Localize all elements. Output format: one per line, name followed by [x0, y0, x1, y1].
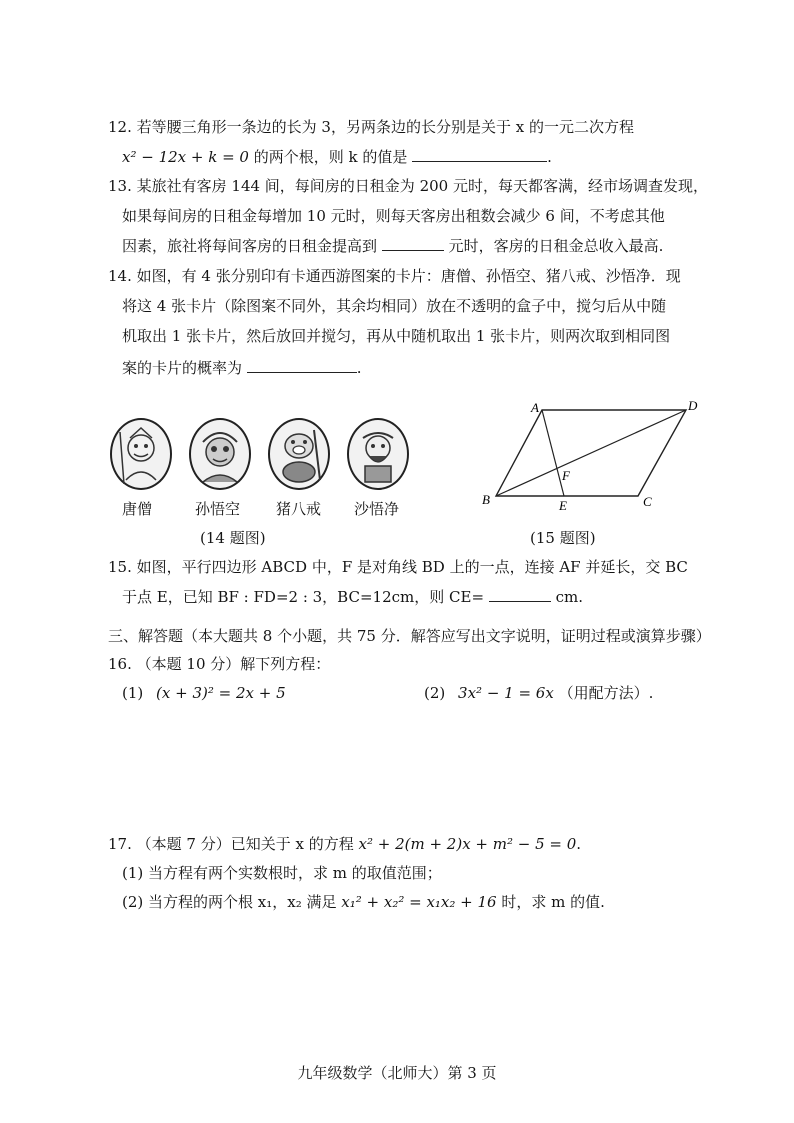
card-zhubajie-portrait [268, 418, 330, 490]
q17-title: 17. （本题 7 分）已知关于 x 的方程 x² + 2(m + 2)x + m² − 5 = 0. [108, 835, 582, 853]
label-c: C [643, 494, 652, 509]
q14-line4: 案的卡片的概率为 . [122, 359, 362, 377]
card-name-tangseng: 唐僧 [122, 500, 153, 518]
q15-line2: 于点 E，已知 BF : FD=2 : 3，BC=12cm，则 CE= cm. [122, 588, 583, 606]
q14-number: 14. [108, 267, 132, 285]
q16-title: 16. （本题 10 分）解下列方程： [108, 655, 331, 673]
q13-line1: 13. 某旅社有客房 144 间，每间房的日租金为 200 元时，每天都客满，经市场调查发现， [108, 177, 708, 195]
q17-part1: (1) 当方程有两个实数根时，求 m 的取值范围； [122, 864, 442, 882]
q12-line2: x² − 12x + k = 0 的两个根，则 k 的值是 . [122, 148, 552, 166]
q15-number: 15. [108, 558, 132, 576]
q12-line1: 12. 若等腰三角形一条边的长为 3，另两条边的长分别是关于 x 的一元二次方程 [108, 118, 634, 136]
card-shawujing-portrait [347, 418, 409, 490]
q13-answer-blank[interactable] [382, 236, 444, 251]
card-name-zhubajie: 猪八戒 [276, 500, 322, 518]
figure14-caption: (14 题图) [200, 529, 266, 547]
q16-part2: (2) 3x² − 1 = 6x （用配方法）. [424, 684, 654, 702]
figure15-caption: (15 题图) [530, 529, 596, 547]
q12-equation: x² − 12x + k = 0 [122, 148, 249, 166]
q13-line3: 因素，旅社将每间客房的日租金提高到 元时，客房的日租金总收入最高. [122, 237, 664, 255]
tangseng-drawing-icon [112, 420, 170, 488]
card-name-sunwukong: 孙悟空 [195, 500, 241, 518]
shawujing-drawing-icon [349, 420, 407, 488]
q17-equation: x² + 2(m + 2)x + m² − 5 = 0 [358, 835, 577, 853]
q15-answer-blank[interactable] [489, 587, 551, 602]
diagonal-bd [496, 410, 686, 496]
card-tangseng-portrait [110, 418, 172, 490]
q12-answer-blank[interactable] [412, 147, 547, 162]
label-e: E [559, 498, 567, 513]
q16-part1: (1) (x + 3)² = 2x + 5 [122, 684, 286, 702]
parallelogram-figure [478, 398, 710, 518]
label-f: F [562, 468, 570, 483]
q13-line2: 如果每间房的日租金每增加 10 元时，则每天客房出租数会减少 6 间，不考虑其他 [122, 207, 665, 225]
q16-number: 16. [108, 655, 132, 673]
q12-number: 12. [108, 118, 132, 136]
q14-line3: 机取出 1 张卡片，然后放回并搅匀，再从中随机取出 1 张卡片，则两次取到相同图 [122, 327, 671, 345]
q14-answer-blank[interactable] [247, 358, 357, 373]
sunwukong-drawing-icon [191, 420, 249, 488]
zhubajie-drawing-icon [270, 420, 328, 488]
label-a: A [531, 400, 539, 415]
section3-title: 三、解答题（本大题共 8 个小题，共 75 分．解答应写出文字说明，证明过程或演算步骤） [108, 627, 711, 645]
q14-line2: 将这 4 张卡片（除图案不同外，其余均相同）放在不透明的盒子中，搅匀后从中随 [122, 297, 667, 315]
label-d: D [688, 398, 698, 413]
q17-number: 17. [108, 835, 132, 853]
segment-ae [542, 410, 564, 496]
q14-line1: 14. 如图，有 4 张分别印有卡通西游图案的卡片：唐僧、孙悟空、猪八戒、沙悟净．现 [108, 267, 681, 285]
card-name-shawujing: 沙悟净 [354, 500, 400, 518]
card-sunwukong-portrait [189, 418, 251, 490]
q15-line1: 15. 如图，平行四边形 ABCD 中，F 是对角线 BD 上的一点，连接 AF 并延长，交 BC [108, 558, 688, 576]
q17-part2: (2) 当方程的两个根 x₁，x₂ 满足 x₁² + x₂² = x₁x₂ + 16 时，求 m 的值. [122, 893, 605, 911]
label-b: B [482, 492, 490, 507]
page-footer: 九年级数学（北师大）第 3 页 [297, 1064, 497, 1082]
q13-number: 13. [108, 177, 132, 195]
